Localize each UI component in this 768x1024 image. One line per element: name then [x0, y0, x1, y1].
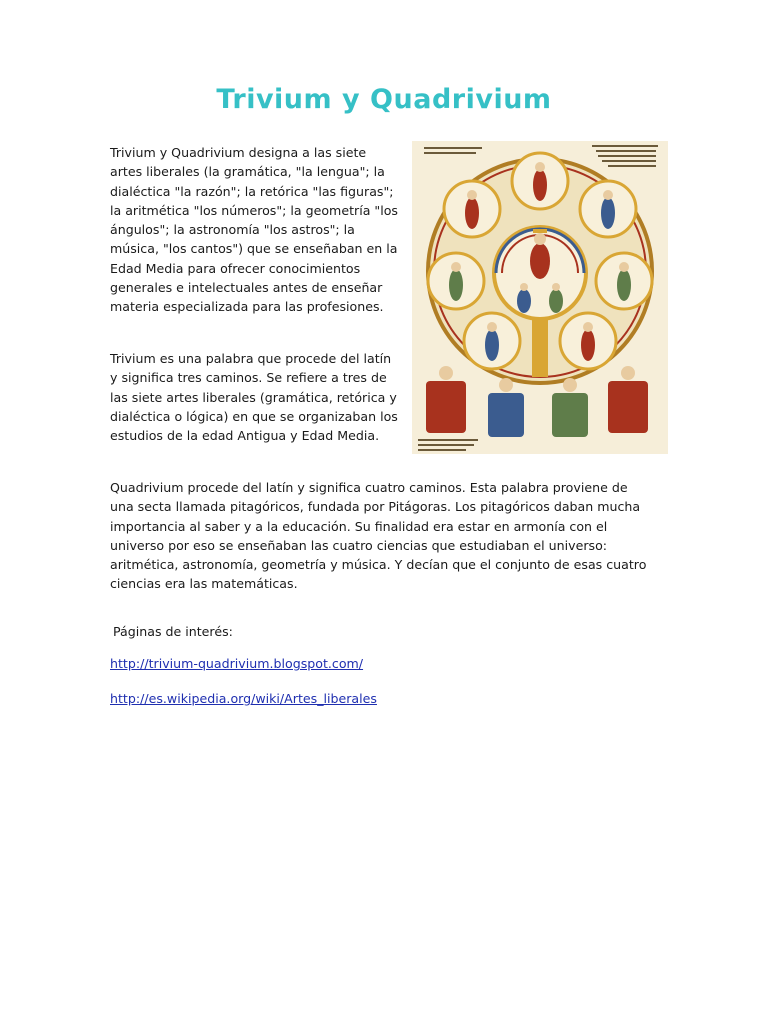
quadrivium-paragraph: Quadrivium procede del latín y significa cuatro caminos. Esta palabra proviene de una secta llamada pitagóricos, fundada por Pitágoras. Los pitagóricos daban mucha importancia al saber y a la educación. Su finalidad era estar en armonía con el universo por eso se enseñaban las cuatro ciencias que estudiaban el universo: aritmética, astronomía, geometría y música. Y decían que el conjunto de esas cuatro ciencias era las matemáticas.	[110, 480, 647, 592]
medieval-liberal-arts-illustration	[412, 141, 668, 454]
link-wikipedia-artes-liberales[interactable]: http://es.wikipedia.org/wiki/Artes_liberales	[110, 691, 377, 706]
interest-pages-label: Páginas de interés:	[113, 624, 233, 639]
page-title: Trivium y Quadrivium	[216, 84, 552, 115]
intro-paragraph: Trivium y Quadrivium designa a las siete artes liberales (la gramática, "la lengua"; la dialéctica "la razón"; la retórica "las figuras"; la aritmética "los números"; la geometría "los ángulos"; la astronomía "los astros"; la música, "los cantos") que se enseñaban en la Edad Media para ofrecer conocimientos generales e intelectuales antes de enseñar materia especializada para las profesiones.	[110, 145, 398, 315]
link-trivium-blog[interactable]: http://trivium-quadrivium.blogspot.com/	[110, 656, 364, 671]
trivium-paragraph: Trivium es una palabra que procede del latín y significa tres caminos. Se refiere a tres de las siete artes liberales (gramática, retórica y dialéctica o lógica) en que se organizaban los estudios de la edad Antigua y Edad Media.	[110, 351, 398, 444]
liberal-arts-wheel-image	[412, 141, 668, 454]
